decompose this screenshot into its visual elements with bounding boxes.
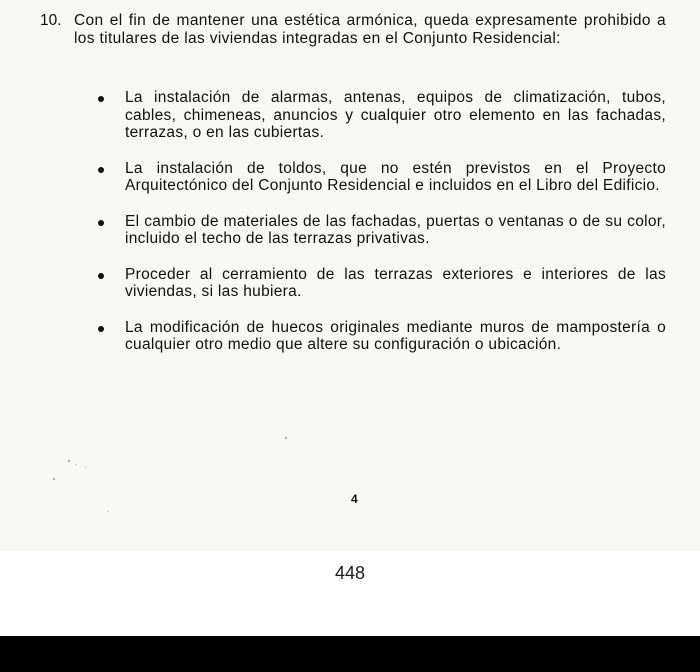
bullet-icon — [98, 167, 104, 173]
sheet-number: 448 — [334, 563, 366, 583]
bullet-icon — [98, 220, 104, 226]
bullet-icon — [98, 326, 104, 332]
list-item — [88, 266, 666, 301]
list-item-text: Proceder al cerramiento de las terrazas exteriores e interiores de las viviendas, si las hubiera. — [125, 265, 666, 300]
list-item — [88, 160, 666, 195]
scan-speck — [76, 464, 77, 465]
list-item-text: El cambio de materiales de las fachadas, puertas o ventanas o de su color, incluido el techo de las terrazas privativas. — [125, 212, 666, 247]
clause-10 — [40, 12, 666, 47]
list-item — [88, 319, 666, 354]
scan-speck — [285, 437, 287, 439]
list-item-text: La modificación de huecos originales mediante muros de mampostería o cualquier otro medio que altere su configuración o ubicación. — [125, 318, 666, 353]
list-item-text: La instalación de toldos, que no estén previstos en el Proyecto Arquitectónico del Conjunto Residencial e incluidos en el Libro del Edificio. — [125, 159, 666, 194]
scan-speck — [68, 460, 70, 462]
scan-speck — [108, 511, 109, 512]
scan-speck — [53, 478, 55, 480]
list-item-text: La instalación de alarmas, antenas, equipos de climatización, tubos, cables, chimeneas, anuncios y cualquier otro elemento en las fachadas, terrazas, o en las cubiertas. — [125, 89, 666, 141]
clause-text: Con el fin de mantener una estética armónica, queda expresamente prohibido a los titulares de las viviendas integradas en el Conjunto Residencial: — [74, 12, 666, 47]
bullet-icon — [98, 273, 104, 279]
list-item — [88, 89, 666, 142]
bullet-icon — [98, 96, 104, 102]
list-item — [88, 213, 666, 248]
page-number: 4 — [351, 492, 358, 506]
prohibition-list — [88, 89, 666, 372]
scan-speck — [85, 467, 86, 468]
clause-number: 10. — [40, 12, 62, 29]
